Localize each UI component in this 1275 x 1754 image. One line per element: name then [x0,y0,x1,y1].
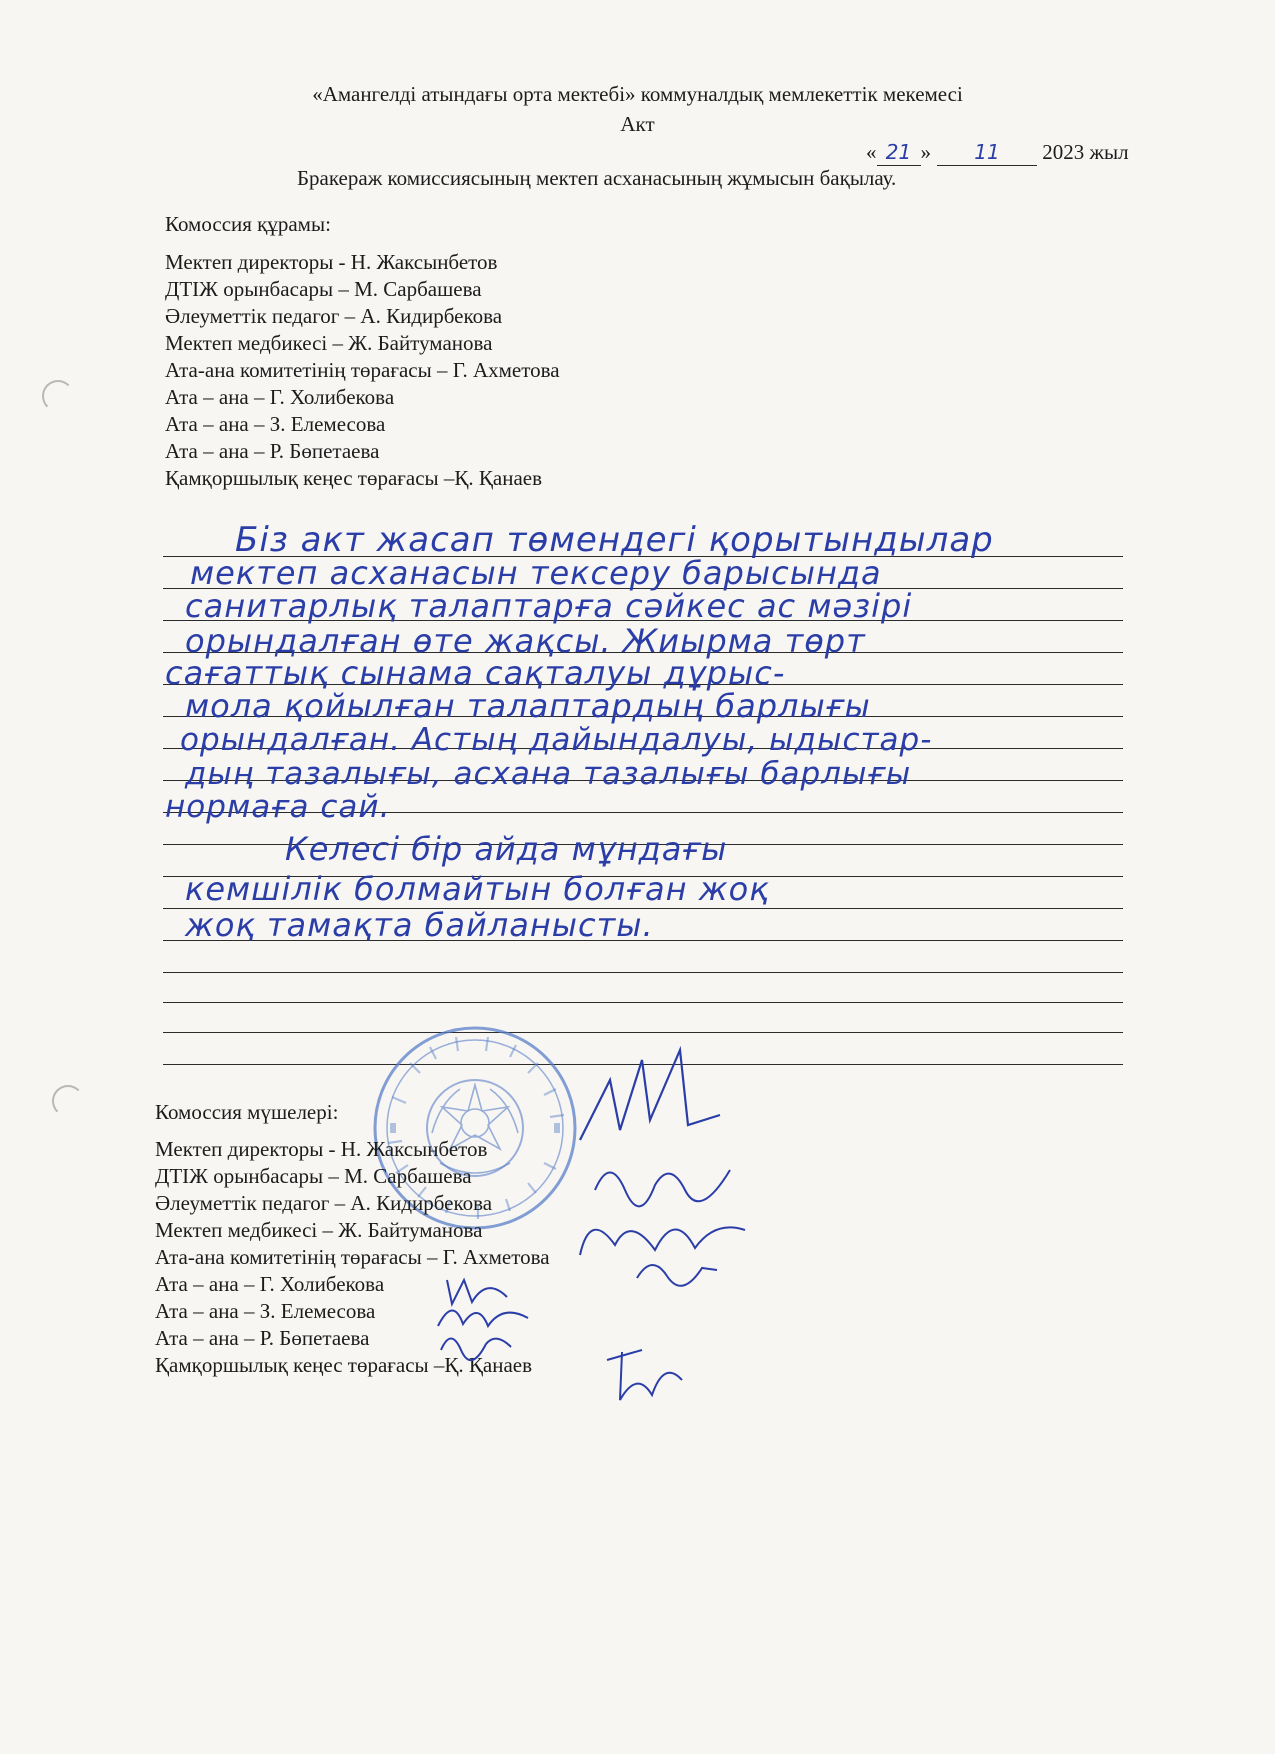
handwritten-line: санитарлық талаптарға сәйкес ас мәзірі [185,587,913,625]
member-item: Ата – ана – Г. Холибекова [165,385,395,409]
ruled-line [163,972,1123,973]
member-item: Әлеуметтік педагог – А. Кидирбекова [165,304,503,328]
handwritten-line: мектеп асханасын тексеру барысында [190,554,882,592]
signature-icon [436,1322,516,1362]
date-open-quote: « [866,140,877,164]
signature-icon [570,1040,730,1150]
punch-hole-top [42,380,74,412]
signatory-item: Ата – ана – Г. Холибекова [155,1272,385,1296]
signatory-item: Мектеп медбикесі – Ж. Байтуманова [155,1218,483,1242]
handwritten-line: сағаттық сынама сақталуы дұрыс- [165,654,786,692]
signatory-item: Ата – ана – Р. Бөпетаева [155,1326,370,1350]
date-day: 21 [885,140,912,164]
date-line [866,140,1129,166]
handwritten-line: Біз акт жасап төмендегі қорытындылар [235,520,994,560]
handwritten-line: мола қойылған талаптардың барлығы [185,687,871,725]
signature-icon [602,1340,692,1410]
signatory-item: Мектеп директоры - Н. Жаксынбетов [155,1137,488,1161]
signatory-item: Ата-ана комитетінің төрағасы – Г. Ахметова [155,1245,550,1269]
member-item: Қамқоршылық кеңес төрағасы –Қ. Қанаев [165,466,543,490]
doc-type: Акт [620,112,655,136]
signatory-item: Әлеуметтік педагог – А. Кидирбекова [155,1191,493,1215]
signatory-item: Қамқоршылық кеңес төрағасы –Қ. Қанаев [155,1353,533,1377]
signatory-item: Ата – ана – З. Елемесова [155,1299,376,1323]
punch-hole-bottom [52,1085,84,1117]
subject-line: Бракераж комиссиясының мектеп асханасының жұмысын бақылау. [297,166,897,190]
member-item: Мектеп директоры - Н. Жаксынбетов [165,250,498,274]
date-year: 2023 жыл [1042,140,1129,164]
institution-title: «Амангелді атындағы орта мектебі» коммуналдық мемлекеттік мекемесі [312,82,963,106]
ruled-line [163,1032,1123,1033]
member-item: Ата-ана комитетінің төрағасы – Г. Ахметова [165,358,560,382]
handwritten-line: жоқ тамақта байланысты. [185,906,654,944]
date-mid-quote: » [920,140,931,164]
member-item: ДТІЖ орынбасары – М. Сарбашева [165,277,482,301]
handwritten-line: орындалған өте жақсы. Жиырма төрт [185,622,866,660]
ruled-line [163,1002,1123,1003]
signatory-item: ДТІЖ орынбасары – М. Сарбашева [155,1164,472,1188]
handwritten-line: Келесі бір айда мұндағы [285,830,728,868]
signature-icon [632,1248,722,1288]
member-item: Ата – ана – З. Елемесова [165,412,386,436]
signatories-heading: Комоссия мүшелері: [155,1100,339,1124]
member-item: Ата – ана – Р. Бөпетаева [165,439,380,463]
handwritten-line: нормаға сай. [165,789,391,825]
handwritten-line: дың тазалығы, асхана тазалығы барлығы [185,756,912,792]
date-month: 11 [974,140,1000,164]
handwritten-line: орындалған. Астың дайындалуы, ыдыстар- [180,722,933,758]
composition-heading: Комоссия құрамы: [165,212,331,236]
member-item: Мектеп медбикесі – Ж. Байтуманова [165,331,493,355]
handwritten-line: кемшілік болмайтын болған жоқ [185,870,770,908]
